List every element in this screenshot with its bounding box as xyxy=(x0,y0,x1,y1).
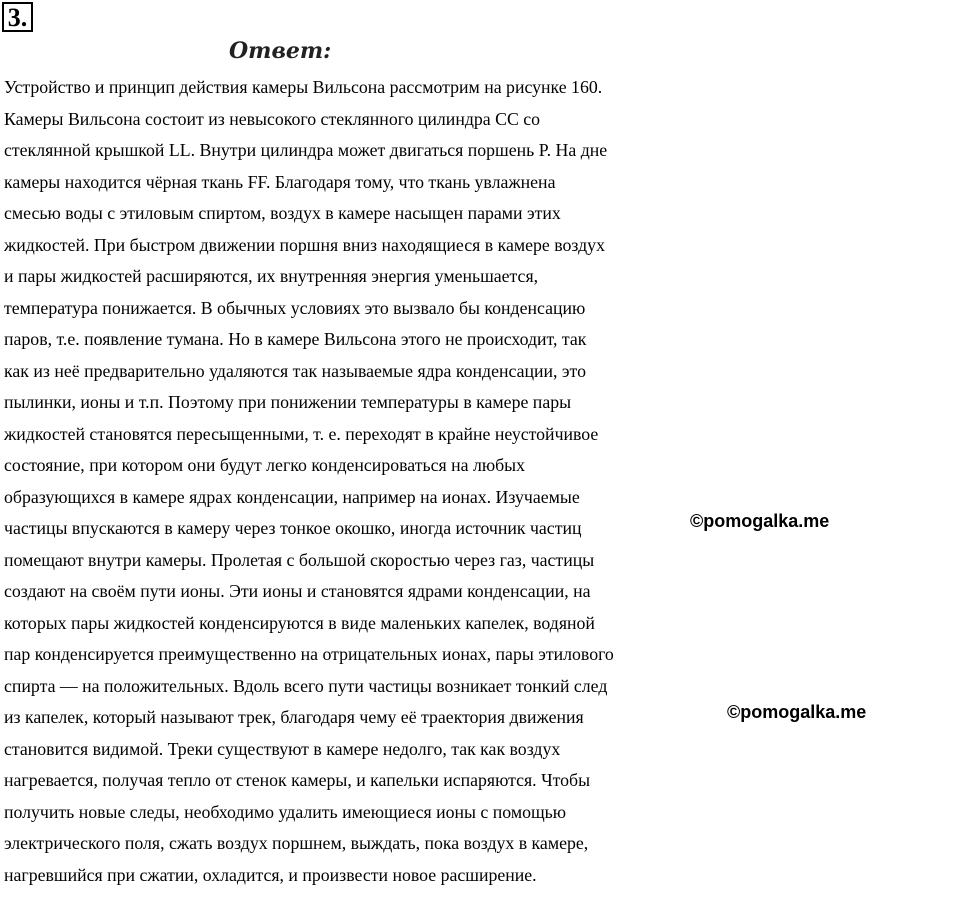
body-line: пылинки, ионы и т.п. Поэтому при понижении температуры в камере пары xyxy=(4,392,572,412)
body-line: состояние, при котором они будут легко конденсироваться на любых xyxy=(4,455,525,475)
body-line: и пары жидкостей расширяются, их внутренняя энергия уменьшается, xyxy=(4,266,539,286)
body-line: Устройство и принцип действия камеры Вильсона рассмотрим на рисунке 160. xyxy=(4,77,603,97)
watermark: ©pomogalka.me xyxy=(727,702,867,722)
body-line: как из неё предварительно удаляются так называемые ядра конденсации, это xyxy=(4,360,586,381)
body-line: смесью воды с этиловым спиртом, воздух в камере насыщен парами этих xyxy=(4,203,561,223)
body-line: жидкостей становятся пересыщенными, т. е. переходят в крайне неустойчивое xyxy=(4,423,599,444)
body-line: нагревается, получая тепло от стенок камеры, и капельки испаряются. Чтобы xyxy=(4,770,591,790)
body-line: из капелек, который называют трек, благодаря чему её траектория движения xyxy=(4,707,584,727)
body-line: которых пары жидкостей конденсируются в виде маленьких капелек, водяной xyxy=(4,612,595,633)
body-line: стеклянной крышкой LL. Внутри цилиндра может двигаться поршень P. На дне xyxy=(4,140,608,160)
body-line: жидкостей. При быстром движении поршня вниз находящиеся в камере воздух xyxy=(4,234,605,255)
body-line: частицы впускаются в камеру через тонкое окошко, иногда источник частиц xyxy=(4,518,582,538)
task-number-box: 3. xyxy=(2,2,33,32)
watermark: ©pomogalka.me xyxy=(690,511,830,531)
body-line: Камеры Вильсона состоит из невысокого стеклянного цилиндра СС со xyxy=(4,108,541,129)
body-line: температура понижается. В обычных условиях это вызвало бы конденсацию xyxy=(4,297,586,318)
answer-heading: Ответ: xyxy=(229,38,332,64)
body-line: образующихся в камере ядрах конденсации, например на ионах. Изучаемые xyxy=(4,486,580,507)
answer-body xyxy=(4,72,960,891)
body-line: помещают внутри камеры. Пролетая с большой скоростью через газ, частицы xyxy=(4,549,595,570)
body-line: получить новые следы, необходимо удалить имеющиеся ионы с помощью xyxy=(4,801,567,822)
body-line: создают на своём пути ионы. Эти ионы и становятся ядрами конденсации, на xyxy=(4,581,591,601)
body-line: паров, т.е. появление тумана. Но в камере Вильсона этого не происходит, так xyxy=(4,329,587,349)
body-line: пар конденсируется преимущественно на отрицательных ионах, пары этилового xyxy=(4,644,614,664)
body-line: спирта — на положительных. Вдоль всего пути частицы возникает тонкий след xyxy=(4,675,608,696)
body-line: камеры находится чёрная ткань FF. Благодаря тому, что ткань увлажнена xyxy=(4,171,556,192)
body-line: становится видимой. Треки существуют в камере недолго, так как воздух xyxy=(4,738,561,759)
body-line: нагревшийся при сжатии, охладится, и произвести новое расширение. xyxy=(4,864,537,885)
body-line: электрического поля, сжать воздух поршнем, выждать, пока воздух в камере, xyxy=(4,833,589,853)
